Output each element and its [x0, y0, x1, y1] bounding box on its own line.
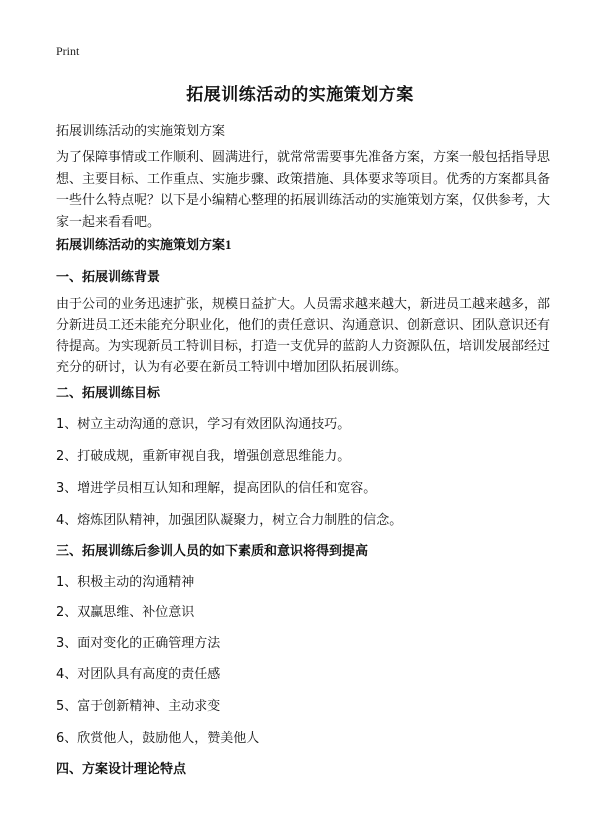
document-title: 拓展训练活动的实施策划方案: [186, 85, 414, 105]
goal-item: 1、树立主动沟通的意识，学习有效团队沟通技巧。: [56, 417, 351, 432]
section-heading-theory: 四、方案设计理论特点: [56, 762, 187, 777]
print-link[interactable]: Print: [56, 44, 80, 58]
background-paragraph: 由于公司的业务迅速扩张，规模日益扩大。人员需求越来越大，新进员工越来越多，部分新进员工还未能充分职业化，他们的责任意识、沟通意识、创新意识、团队意识还有待提高。为实现新员工特训目标，打造一支优异的蓝韵人力资源队伍，培训发展部经过充分的研讨，认为有必要在新员工特训中增加团队拓展训练。: [56, 297, 551, 375]
quality-item: 5、富于创新精神、主动求变: [56, 699, 221, 714]
goal-item: 2、打破成规，重新审视自我，增强创意思维能力。: [56, 449, 351, 464]
plan-title: 拓展训练活动的实施策划方案1: [56, 237, 232, 252]
document-subtitle: 拓展训练活动的实施策划方案: [56, 124, 226, 139]
quality-item: 4、对团队具有高度的责任感: [56, 667, 221, 682]
goal-item: 4、熔炼团队精神，加强团队凝聚力，树立合力制胜的信念。: [56, 513, 403, 528]
quality-item: 2、双赢思维、补位意识: [56, 605, 195, 620]
quality-item: 1、积极主动的沟通精神: [56, 575, 195, 590]
section-heading-qualities: 三、拓展训练后参训人员的如下素质和意识将得到提高: [56, 544, 369, 559]
quality-item: 3、面对变化的正确管理方法: [56, 636, 221, 651]
goal-item: 3、增进学员相互认知和理解，提高团队的信任和宽容。: [56, 481, 377, 496]
section-heading-background: 一、拓展训练背景: [56, 270, 161, 285]
section-heading-goals: 二、拓展训练目标: [56, 386, 161, 401]
intro-paragraph: 为了保障事情或工作顺利、圆满进行，就常常需要事先准备方案，方案一般包括指导思想、主要目标、工作重点、实施步骤、政策措施、具体要求等项目。优秀的方案都具备一些什么特点呢？以下是小编精心整理的拓展训练活动的实施策划方案，仅供参考，大家一起来看看吧。: [56, 150, 551, 230]
quality-item: 6、欣赏他人，鼓励他人，赞美他人: [56, 731, 260, 746]
